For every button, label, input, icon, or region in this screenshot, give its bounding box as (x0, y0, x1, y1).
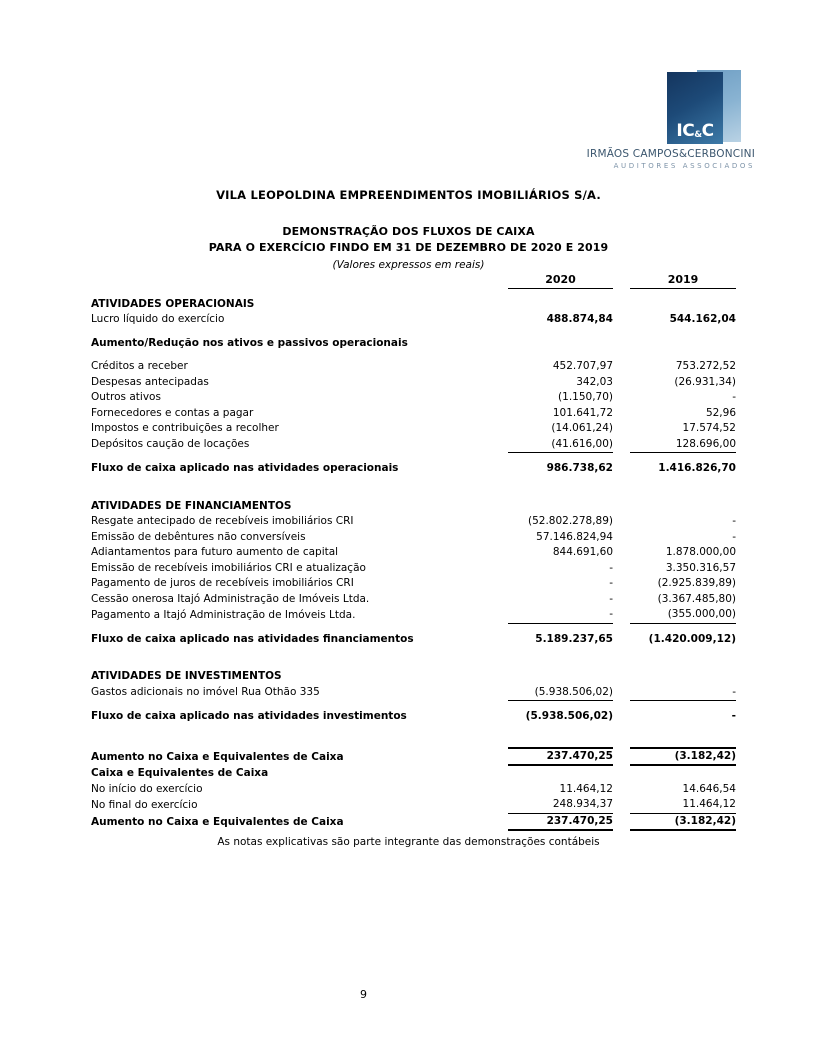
section-title-label: ATIVIDADES OPERACIONAIS (91, 297, 255, 310)
section-title-investimentos (91, 669, 736, 685)
statement-period: PARA O EXERCÍCIO FINDO EM 31 DE DEZEMBRO DE 2020 E 2019 (208, 241, 609, 254)
row-value-2020: 488.874,84 (546, 313, 613, 325)
table-row (91, 797, 736, 813)
logo-monogram (667, 123, 723, 140)
row-value-2020: 248.934,37 (508, 797, 613, 813)
table-row (91, 375, 736, 391)
row-label: Despesas antecipadas (91, 375, 209, 388)
document-header (0, 188, 817, 271)
row-label: No final do exercício (91, 798, 198, 811)
subsection-title-aumento-reducao (91, 336, 736, 352)
row-label: Emissão de recebíveis imobiliários CRI e atualização (91, 561, 366, 574)
row-value-2020: (1.150,70) (558, 391, 613, 403)
table-row (91, 530, 736, 546)
row-value-2019: (3.182,42) (630, 748, 736, 766)
logo-firm-subtitle: AUDITORES ASSOCIADOS (613, 162, 755, 170)
explanatory-notes-text: As notas explicativas são parte integrante das demonstrações contábeis (217, 836, 600, 848)
row-label: No início do exercício (91, 782, 203, 795)
table-row (91, 437, 736, 453)
table-row (91, 576, 736, 592)
section-title-label: ATIVIDADES DE INVESTIMENTOS (91, 670, 282, 682)
group-label: Caixa e Equivalentes de Caixa (91, 767, 269, 779)
spacer (91, 725, 736, 748)
row-label: Lucro líquido do exercício (91, 313, 225, 325)
table-row-lucro-liquido (91, 312, 736, 328)
table-row (91, 782, 736, 798)
row-value-2020: 101.641,72 (552, 406, 613, 419)
row-value-2020: - (508, 607, 613, 623)
column-header-2020: 2020 (508, 272, 613, 288)
column-header-2019: 2019 (630, 272, 736, 288)
row-value-2020: 11.464,12 (559, 782, 613, 795)
row-label: Gastos adicionais no imóvel Rua Othão 335 (91, 686, 320, 698)
spacer (91, 623, 736, 632)
row-label: Outros ativos (91, 391, 161, 403)
row-label: Emissão de debêntures não conversíveis (91, 530, 306, 543)
statement-units: (Valores expressos em reais) (332, 259, 485, 271)
section-title-label: ATIVIDADES DE FINANCIAMENTOS (91, 499, 292, 512)
total-value-2019: (3.182,42) (630, 813, 736, 830)
row-value-2020: - (609, 592, 613, 605)
table-row (91, 406, 736, 422)
row-value-2019: (2.925.839,89) (657, 577, 736, 589)
row-value-2019: 14.646,54 (682, 782, 736, 795)
logo-monogram-ampersand: & (694, 130, 702, 140)
row-label: Créditos a receber (91, 360, 188, 372)
total-value-2020: (5.938.506,02) (525, 710, 613, 722)
spacer (91, 701, 736, 710)
row-value-2020: - (609, 561, 613, 574)
row-value-2020: 57.146.824,94 (536, 530, 613, 543)
row-value-2019: (26.931,34) (674, 375, 736, 388)
row-label: Resgate antecipado de recebíveis imobiliários CRI (91, 515, 354, 527)
header-spacer (91, 272, 508, 288)
row-value-2020: 844.691,60 (552, 546, 613, 558)
table-row (91, 685, 736, 701)
table-row (91, 607, 736, 623)
spacer (91, 453, 736, 462)
row-value-2020: 237.470,25 (508, 748, 613, 766)
section-title-financiamentos (91, 499, 736, 515)
total-value-2019: (1.420.009,12) (648, 632, 736, 645)
row-value-2020: (14.061,24) (551, 422, 613, 434)
cash-flow-statement-table (91, 272, 736, 831)
row-value-2020: 452.707,97 (552, 360, 613, 372)
group-label-caixa-equivalentes (91, 765, 736, 782)
table-row (91, 592, 736, 608)
total-value-2020: 986.738,62 (546, 462, 613, 474)
row-label: Depósitos caução de locações (91, 438, 250, 450)
row-value-2020: (5.938.506,02) (508, 685, 613, 701)
spacer (91, 328, 736, 336)
row-value-2019: 52,96 (705, 406, 736, 419)
table-row (91, 359, 736, 375)
logo-firm-name: IRMÃOS CAMPOS&CERBONCINI (586, 148, 755, 160)
row-value-2019: 11.464,12 (630, 797, 736, 813)
total-row-financiamentos (91, 632, 736, 648)
row-aumento-caixa (91, 748, 736, 766)
row-label: Aumento no Caixa e Equivalentes de Caixa (91, 750, 344, 763)
row-label: Cessão onerosa Itajó Administração de Imóveis Ltda. (91, 592, 370, 605)
total-row-operacionais (91, 461, 736, 477)
total-value-2020: 5.189.237,65 (535, 632, 613, 645)
row-value-2019: 544.162,04 (669, 313, 736, 325)
logo-monogram-right: C (701, 121, 714, 141)
company-name: VILA LEOPOLDINA EMPREENDIMENTOS IMOBILIÁRIOS S/A. (216, 188, 601, 202)
table-row (91, 421, 736, 437)
column-gap (613, 272, 630, 288)
row-value-2020: 342,03 (576, 375, 613, 388)
row-value-2019: - (630, 685, 736, 701)
table-row (91, 545, 736, 561)
row-value-2020: (41.616,00) (508, 437, 613, 453)
row-value-2019: - (732, 515, 736, 527)
row-label: Adiantamentos para futuro aumento de capital (91, 546, 339, 558)
total-value-2020: 237.470,25 (508, 813, 613, 830)
row-label: Fornecedores e contas a pagar (91, 406, 254, 419)
table-row (91, 561, 736, 577)
table-header-row (91, 272, 736, 288)
spacer (91, 647, 736, 669)
total-row-investimentos (91, 709, 736, 725)
row-value-2019: (3.367.485,80) (657, 592, 736, 605)
row-value-2019: 3.350.316,57 (665, 561, 736, 574)
total-label: Fluxo de caixa aplicado nas atividades operacionais (91, 462, 399, 474)
total-label: Aumento no Caixa e Equivalentes de Caixa (91, 815, 344, 828)
page-number: 9 (360, 988, 367, 1001)
final-total-row (91, 813, 736, 830)
row-label: Impostos e contribuições a recolher (91, 422, 279, 434)
row-label: Pagamento de juros de recebíveis imobiliários CRI (91, 577, 354, 589)
spacer (91, 288, 736, 297)
total-label: Fluxo de caixa aplicado nas atividades investimentos (91, 710, 407, 722)
table-row (91, 390, 736, 406)
total-label: Fluxo de caixa aplicado nas atividades financiamentos (91, 632, 414, 645)
row-value-2019: - (732, 391, 736, 403)
row-label: Pagamento a Itajó Administração de Imóveis Ltda. (91, 608, 356, 621)
row-value-2020: (52.802.278,89) (527, 515, 613, 527)
row-value-2019: (355.000,00) (630, 607, 736, 623)
spacer (91, 351, 736, 359)
row-value-2019: 753.272,52 (675, 360, 736, 372)
statement-title: DEMONSTRAÇÃO DOS FLUXOS DE CAIXA (282, 225, 535, 238)
table-row (91, 514, 736, 530)
row-value-2019: 17.574,52 (682, 422, 736, 434)
logo-monogram-left: IC (676, 121, 695, 141)
logo-mark-icon (667, 66, 741, 144)
row-value-2019: 1.878.000,00 (665, 546, 736, 558)
auditor-logo (540, 66, 755, 174)
row-value-2019: 128.696,00 (630, 437, 736, 453)
subsection-title-label: Aumento/Redução nos ativos e passivos operacionais (91, 336, 408, 349)
section-title-operacionais (91, 297, 736, 313)
total-value-2019: 1.416.826,70 (658, 462, 736, 474)
total-value-2019: - (731, 710, 736, 722)
row-value-2019: - (732, 530, 736, 543)
row-value-2020: - (609, 577, 613, 589)
spacer (91, 477, 736, 499)
